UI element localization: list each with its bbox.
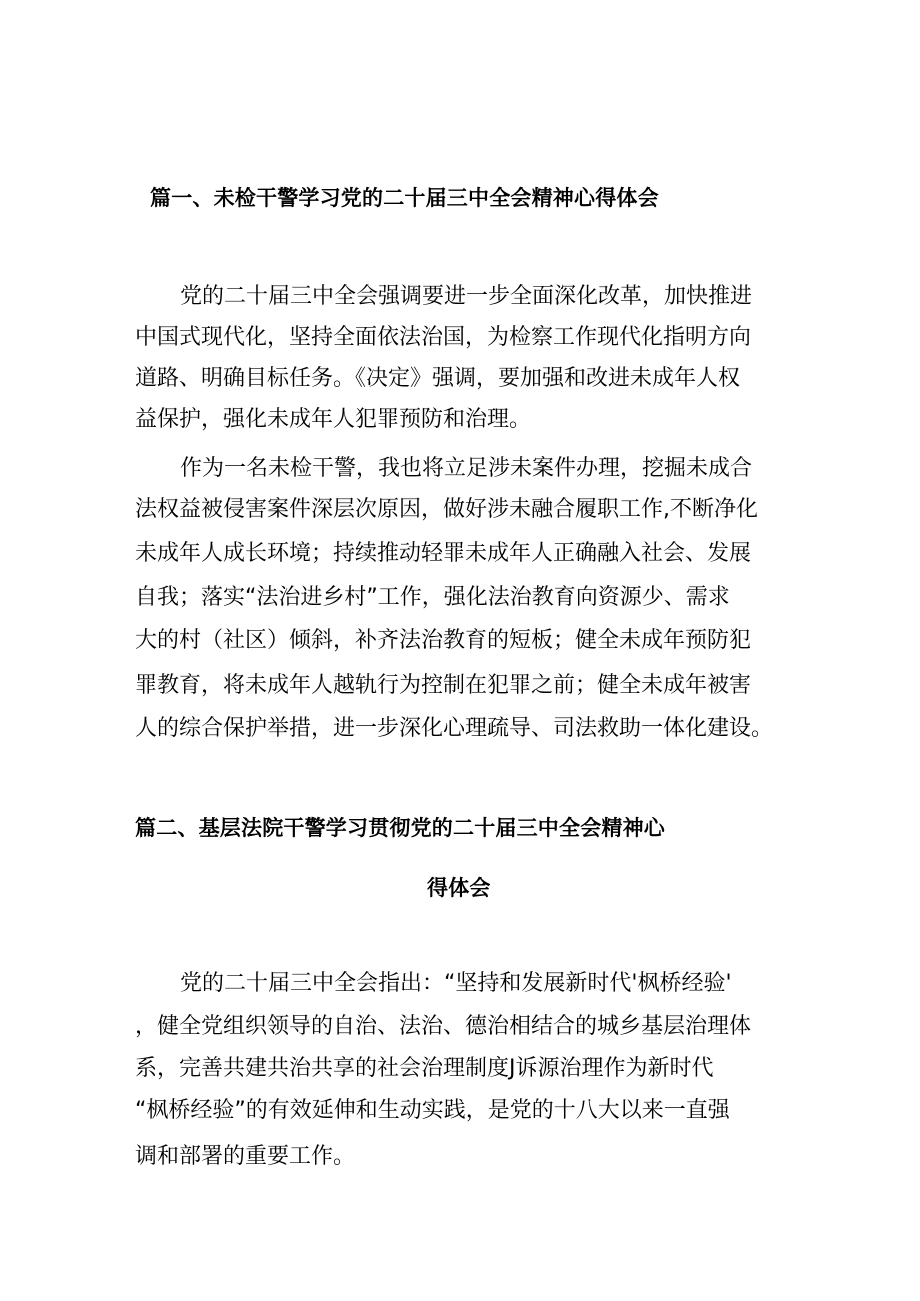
paragraph-line: 罪教育，将未成年人越轨行为控制在犯罪之前；健全未成年被害 (135, 673, 752, 698)
paragraph-line: 未成年人成长环境；持续推动轻罪未成年人正确融入社会、发展 (135, 541, 752, 566)
paragraph-line: 道路、明确目标任务。《决定》强调，要加强和改进未成年人权 (135, 366, 741, 391)
paragraph-line: 党的二十届三中全会强调要进一步全面深化改革，加快推进 (180, 284, 753, 309)
paragraph-line: 大的村（社区）倾斜，补齐法治教育的短板；健全未成年预防犯 (135, 628, 752, 653)
paragraph-line: 中国式现代化，坚持全面依法治国，为检察工作现代化指明方向 (135, 325, 752, 350)
paragraph-line: 法权益被侵害案件深层次原因，做好涉未融合履职工作,不断净化 (135, 497, 758, 522)
paragraph-line: 益保护，强化未成年人犯罪预防和治理。 (135, 407, 532, 432)
paragraph-line: 系，完善共建共治共享的社会治理制度J诉源治理作为新时代 (135, 1056, 714, 1081)
paragraph-line: 自我；落实“法治进乡村”工作，强化法治教育向资源少、需求 (135, 585, 730, 610)
paragraph-line: 作为一名未检干警，我也将立足涉未案件办理，挖掘未成合 (180, 456, 753, 481)
paragraph-line: “枫桥经验”的有效延伸和生动实践，是党的十八大以来一直强 (135, 1098, 730, 1123)
paragraph-line: 调和部署的重要工作。 (135, 1144, 356, 1169)
paragraph-line: 人的综合保护举措，进一步深化心理疏导、司法救助一体化建设。 (135, 716, 774, 741)
section1-title: 篇一、未检干警学习党的二十届三中全会精神心得体会 (150, 186, 659, 210)
paragraph-line: 党的二十届三中全会指出：“坚持和发展新时代'枫桥经验' (180, 971, 732, 996)
section2-title-line2: 得体会 (427, 876, 491, 900)
paragraph-line: ，健全党组织领导的自治、法治、德治相结合的城乡基层治理体 (135, 1014, 752, 1039)
section2-title-line1: 篇二、基层法院干警学习贯彻党的二十届三中全会精神心 (135, 816, 665, 840)
